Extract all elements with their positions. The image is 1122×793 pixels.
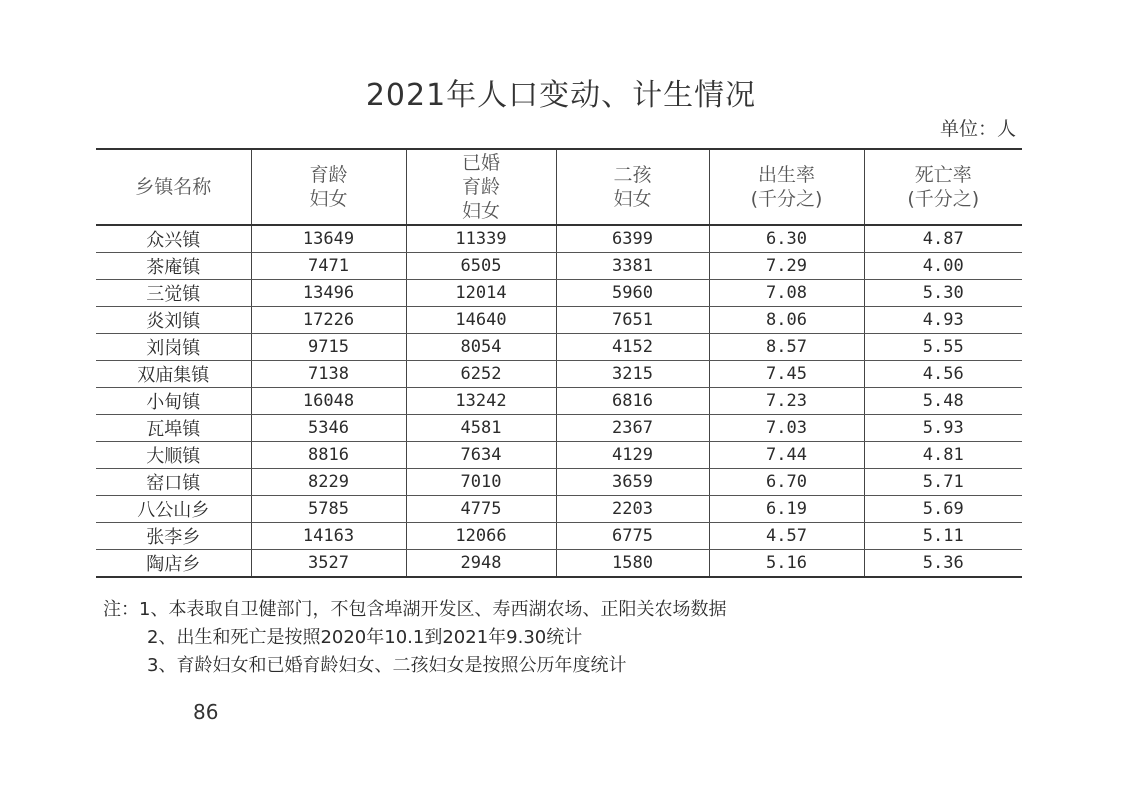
value-cell: 7634 bbox=[406, 442, 556, 469]
value-cell: 7.44 bbox=[709, 442, 864, 469]
value-cell: 13649 bbox=[251, 225, 406, 253]
column-header-line: 乡镇名称 bbox=[135, 176, 212, 198]
value-cell: 5.55 bbox=[864, 334, 1022, 361]
value-cell: 3381 bbox=[556, 253, 709, 280]
town-name-cell: 小甸镇 bbox=[96, 388, 251, 415]
value-cell: 6816 bbox=[556, 388, 709, 415]
town-name-cell: 炎刘镇 bbox=[96, 307, 251, 334]
value-cell: 5.71 bbox=[864, 469, 1022, 496]
table-row bbox=[96, 442, 1022, 469]
value-cell: 8816 bbox=[251, 442, 406, 469]
value-cell: 12014 bbox=[406, 280, 556, 307]
value-cell: 7.45 bbox=[709, 361, 864, 388]
value-cell: 14163 bbox=[251, 523, 406, 550]
table-row bbox=[96, 550, 1022, 578]
column-header-line: (千分之) bbox=[907, 188, 980, 210]
column-header-line: 育龄 bbox=[461, 176, 500, 198]
town-name-cell: 陶店乡 bbox=[96, 550, 251, 578]
town-name-cell: 刘岗镇 bbox=[96, 334, 251, 361]
value-cell: 8.57 bbox=[709, 334, 864, 361]
value-cell: 6505 bbox=[406, 253, 556, 280]
table-header bbox=[96, 149, 1022, 225]
value-cell: 6252 bbox=[406, 361, 556, 388]
value-cell: 7471 bbox=[251, 253, 406, 280]
table-row bbox=[96, 280, 1022, 307]
header-row bbox=[96, 149, 1022, 225]
town-name-cell: 三觉镇 bbox=[96, 280, 251, 307]
value-cell: 4.81 bbox=[864, 442, 1022, 469]
town-name-cell: 大顺镇 bbox=[96, 442, 251, 469]
value-cell: 8.06 bbox=[709, 307, 864, 334]
town-name-cell: 茶庵镇 bbox=[96, 253, 251, 280]
value-cell: 1580 bbox=[556, 550, 709, 578]
value-cell: 4152 bbox=[556, 334, 709, 361]
value-cell: 4.57 bbox=[709, 523, 864, 550]
value-cell: 4.93 bbox=[864, 307, 1022, 334]
note-3: 3、育龄妇女和已婚育龄妇女、二孩妇女是按照公历年度统计 bbox=[147, 655, 627, 676]
value-cell: 7.08 bbox=[709, 280, 864, 307]
value-cell: 5960 bbox=[556, 280, 709, 307]
value-cell: 8054 bbox=[406, 334, 556, 361]
value-cell: 7010 bbox=[406, 469, 556, 496]
table-row bbox=[96, 388, 1022, 415]
column-header-line: 死亡率 bbox=[914, 164, 972, 186]
column-header bbox=[406, 149, 556, 225]
value-cell: 3215 bbox=[556, 361, 709, 388]
value-cell: 5346 bbox=[251, 415, 406, 442]
value-cell: 16048 bbox=[251, 388, 406, 415]
table-row bbox=[96, 469, 1022, 496]
value-cell: 7.03 bbox=[709, 415, 864, 442]
page-title: 2021年人口变动、计生情况 bbox=[365, 78, 757, 113]
town-name-cell: 张李乡 bbox=[96, 523, 251, 550]
value-cell: 11339 bbox=[406, 225, 556, 253]
table-row bbox=[96, 415, 1022, 442]
page-number: 86 bbox=[193, 700, 219, 724]
column-header bbox=[556, 149, 709, 225]
population-table bbox=[96, 148, 1022, 578]
value-cell: 5.11 bbox=[864, 523, 1022, 550]
table-row bbox=[96, 361, 1022, 388]
column-header-line: 已婚 bbox=[461, 152, 500, 174]
note-1: 注：1、本表取自卫健部门，不包含埠湖开发区、寿西湖农场、正阳关农场数据 bbox=[103, 599, 727, 620]
value-cell: 6.19 bbox=[709, 496, 864, 523]
value-cell: 14640 bbox=[406, 307, 556, 334]
table-row bbox=[96, 253, 1022, 280]
town-name-cell: 窑口镇 bbox=[96, 469, 251, 496]
value-cell: 2367 bbox=[556, 415, 709, 442]
town-name-cell: 瓦埠镇 bbox=[96, 415, 251, 442]
value-cell: 2203 bbox=[556, 496, 709, 523]
value-cell: 13242 bbox=[406, 388, 556, 415]
table-row bbox=[96, 523, 1022, 550]
notes bbox=[103, 596, 726, 680]
value-cell: 4.00 bbox=[864, 253, 1022, 280]
column-header-line: 妇女 bbox=[613, 188, 652, 210]
column-header bbox=[96, 149, 251, 225]
value-cell: 13496 bbox=[251, 280, 406, 307]
value-cell: 3659 bbox=[556, 469, 709, 496]
value-cell: 2948 bbox=[406, 550, 556, 578]
value-cell: 17226 bbox=[251, 307, 406, 334]
value-cell: 5.36 bbox=[864, 550, 1022, 578]
table-body bbox=[96, 225, 1022, 577]
value-cell: 12066 bbox=[406, 523, 556, 550]
value-cell: 7651 bbox=[556, 307, 709, 334]
value-cell: 5.48 bbox=[864, 388, 1022, 415]
town-name-cell: 双庙集镇 bbox=[96, 361, 251, 388]
town-name-cell: 八公山乡 bbox=[96, 496, 251, 523]
value-cell: 8229 bbox=[251, 469, 406, 496]
column-header bbox=[709, 149, 864, 225]
value-cell: 9715 bbox=[251, 334, 406, 361]
column-header-line: 二孩 bbox=[613, 164, 652, 186]
value-cell: 6.30 bbox=[709, 225, 864, 253]
table-row bbox=[96, 334, 1022, 361]
value-cell: 7.29 bbox=[709, 253, 864, 280]
value-cell: 6399 bbox=[556, 225, 709, 253]
column-header-line: 妇女 bbox=[309, 188, 348, 210]
note-2: 2、出生和死亡是按照2020年10.1到2021年9.30统计 bbox=[147, 627, 583, 648]
value-cell: 5.69 bbox=[864, 496, 1022, 523]
value-cell: 3527 bbox=[251, 550, 406, 578]
value-cell: 4.87 bbox=[864, 225, 1022, 253]
table-row bbox=[96, 225, 1022, 253]
value-cell: 4581 bbox=[406, 415, 556, 442]
value-cell: 7.23 bbox=[709, 388, 864, 415]
value-cell: 6.70 bbox=[709, 469, 864, 496]
table-row bbox=[96, 307, 1022, 334]
value-cell: 4129 bbox=[556, 442, 709, 469]
table-row bbox=[96, 496, 1022, 523]
town-name-cell: 众兴镇 bbox=[96, 225, 251, 253]
value-cell: 4775 bbox=[406, 496, 556, 523]
value-cell: 5.93 bbox=[864, 415, 1022, 442]
column-header-line: 妇女 bbox=[461, 200, 500, 222]
value-cell: 5785 bbox=[251, 496, 406, 523]
column-header-line: 育龄 bbox=[309, 164, 348, 186]
column-header bbox=[251, 149, 406, 225]
column-header-line: (千分之) bbox=[750, 188, 823, 210]
value-cell: 5.16 bbox=[709, 550, 864, 578]
unit-label: 单位：人 bbox=[939, 118, 1016, 140]
column-header bbox=[864, 149, 1022, 225]
column-header-line: 出生率 bbox=[757, 164, 815, 186]
value-cell: 7138 bbox=[251, 361, 406, 388]
value-cell: 5.30 bbox=[864, 280, 1022, 307]
value-cell: 4.56 bbox=[864, 361, 1022, 388]
value-cell: 6775 bbox=[556, 523, 709, 550]
